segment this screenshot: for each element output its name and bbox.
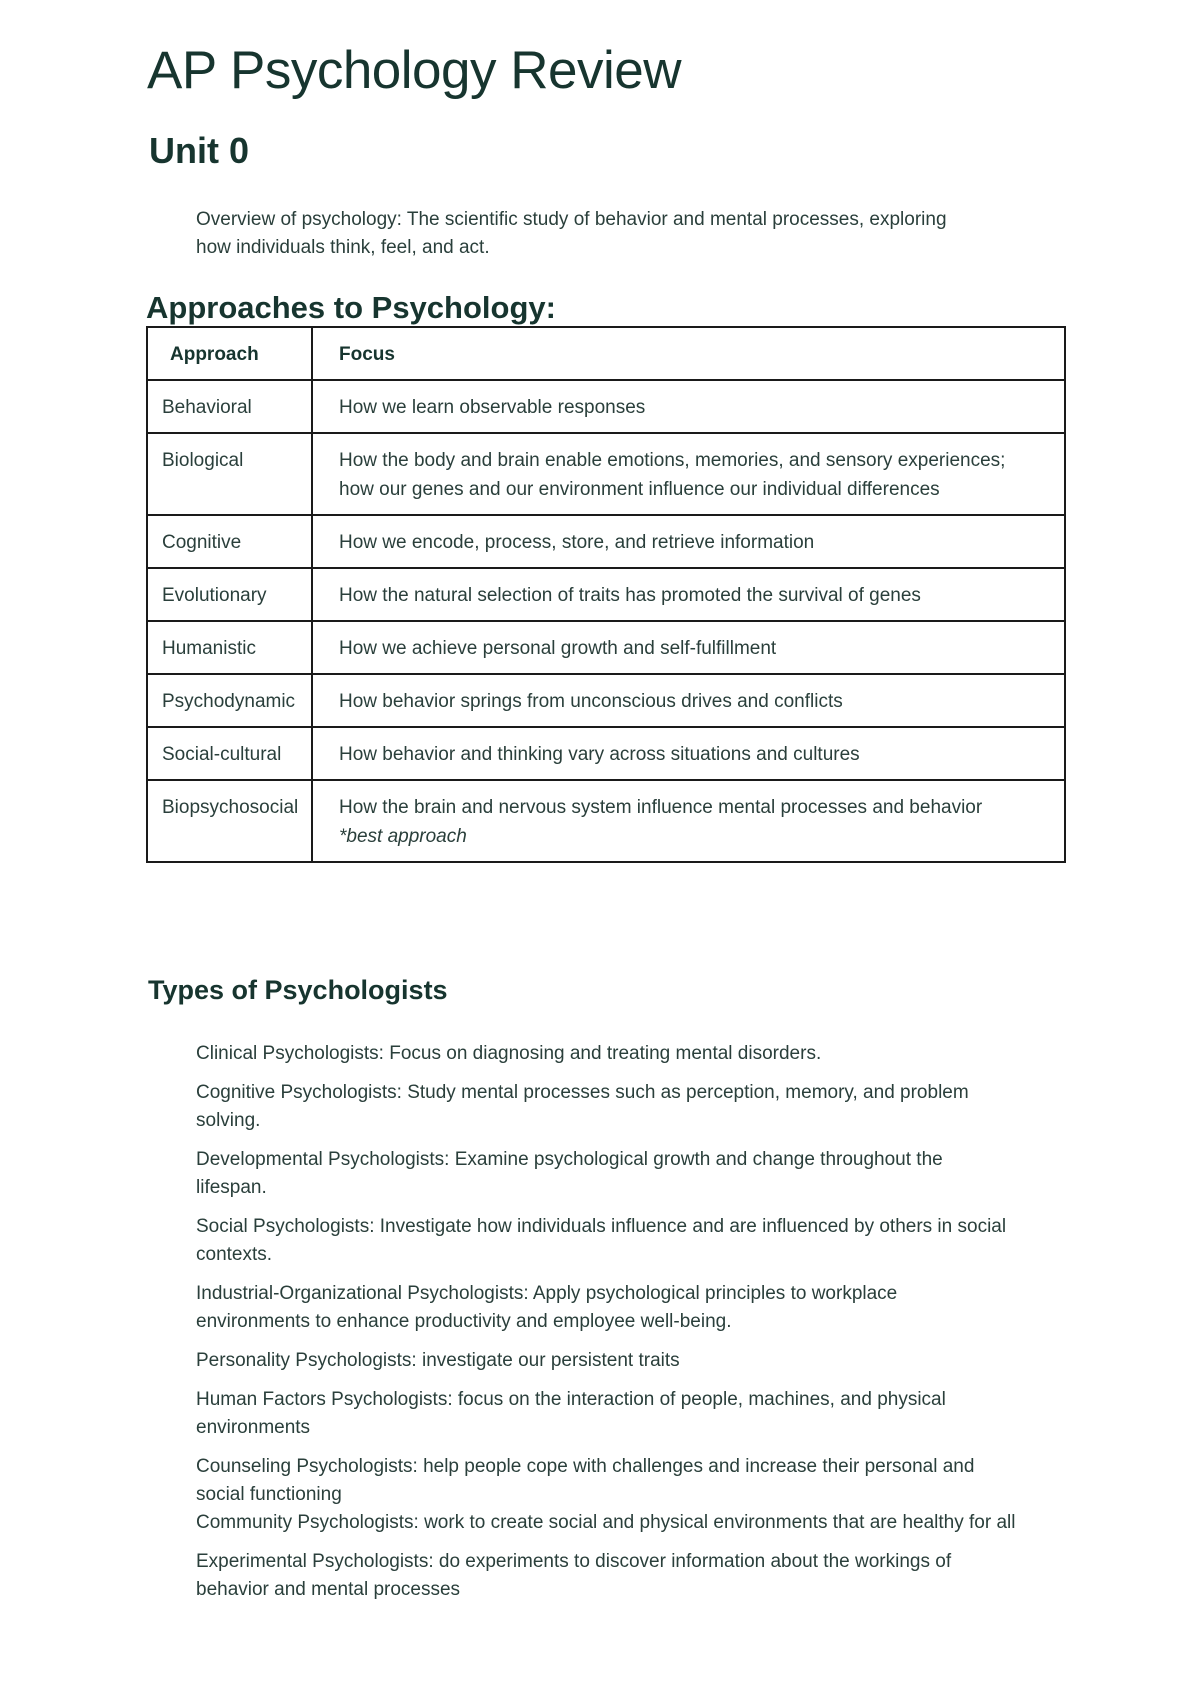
overview-paragraph: Overview of psychology: The scientific study of behavior and mental processes, exploring how individuals think, feel, and act. [196,209,947,258]
approaches-table [146,326,1066,863]
approach-cell: Social-cultural [147,727,312,780]
table-row [147,621,1065,674]
approach-cell: Cognitive [147,515,312,568]
list-item: Developmental Psychologists: Examine psychological growth and change throughout the lifespan. [196,1149,943,1198]
column-header-focus: Focus [312,327,1065,380]
focus-text: How the brain and nervous system influence mental processes and behavior [339,797,983,818]
approach-cell: Psychodynamic [147,674,312,727]
table-row [147,515,1065,568]
best-approach-note: *best approach [339,826,467,847]
table-row [147,568,1065,621]
list-item: Human Factors Psychologists: focus on the interaction of people, machines, and physical environments [196,1389,946,1438]
unit-heading: Unit 0 [149,130,250,171]
psychologist-types-list [196,1040,1016,1615]
table-row [147,674,1065,727]
column-header-approach: Approach [147,327,312,380]
list-item: Industrial-Organizational Psychologists: Apply psychological principles to workplace environments to enhance productivity and employee well-being. [196,1283,898,1332]
table-row [147,433,1065,515]
types-heading: Types of Psychologists [148,975,448,1005]
list-item: Cognitive Psychologists: Study mental processes such as perception, memory, and problem solving. [196,1082,969,1131]
list-item: Counseling Psychologists: help people cope with challenges and increase their personal and social functioning [196,1456,975,1505]
approach-cell: Biological [147,433,312,515]
list-item: Social Psychologists: Investigate how individuals influence and are influenced by others in social contexts. [196,1216,1007,1265]
list-item: Community Psychologists: work to create social and physical environments that are healthy for all [196,1512,1016,1533]
focus-cell: How behavior and thinking vary across situations and cultures [312,727,1065,780]
focus-cell: How the body and brain enable emotions, memories, and sensory experiences; how our genes and our environment influence our individual differences [312,433,1065,515]
focus-cell: How we learn observable responses [312,380,1065,433]
list-item: Experimental Psychologists: do experiments to discover information about the workings of behavior and mental processes [196,1551,952,1600]
table-header-row [147,327,1065,380]
focus-cell: How behavior springs from unconscious drives and conflicts [312,674,1065,727]
focus-cell: How we encode, process, store, and retrieve information [312,515,1065,568]
approach-cell: Biopsychosocial [147,780,312,862]
table-row [147,727,1065,780]
approaches-heading: Approaches to Psychology: [146,290,556,325]
approach-cell: Humanistic [147,621,312,674]
list-item: Clinical Psychologists: Focus on diagnosing and treating mental disorders. [196,1043,822,1064]
approach-cell: Behavioral [147,380,312,433]
focus-cell: How we achieve personal growth and self-fulfillment [312,621,1065,674]
table-row [147,380,1065,433]
focus-cell: How the natural selection of traits has promoted the survival of genes [312,568,1065,621]
focus-cell [312,780,1065,862]
list-item: Personality Psychologists: investigate our persistent traits [196,1350,680,1371]
table-row [147,780,1065,862]
approach-cell: Evolutionary [147,568,312,621]
document-title: AP Psychology Review [147,41,682,100]
